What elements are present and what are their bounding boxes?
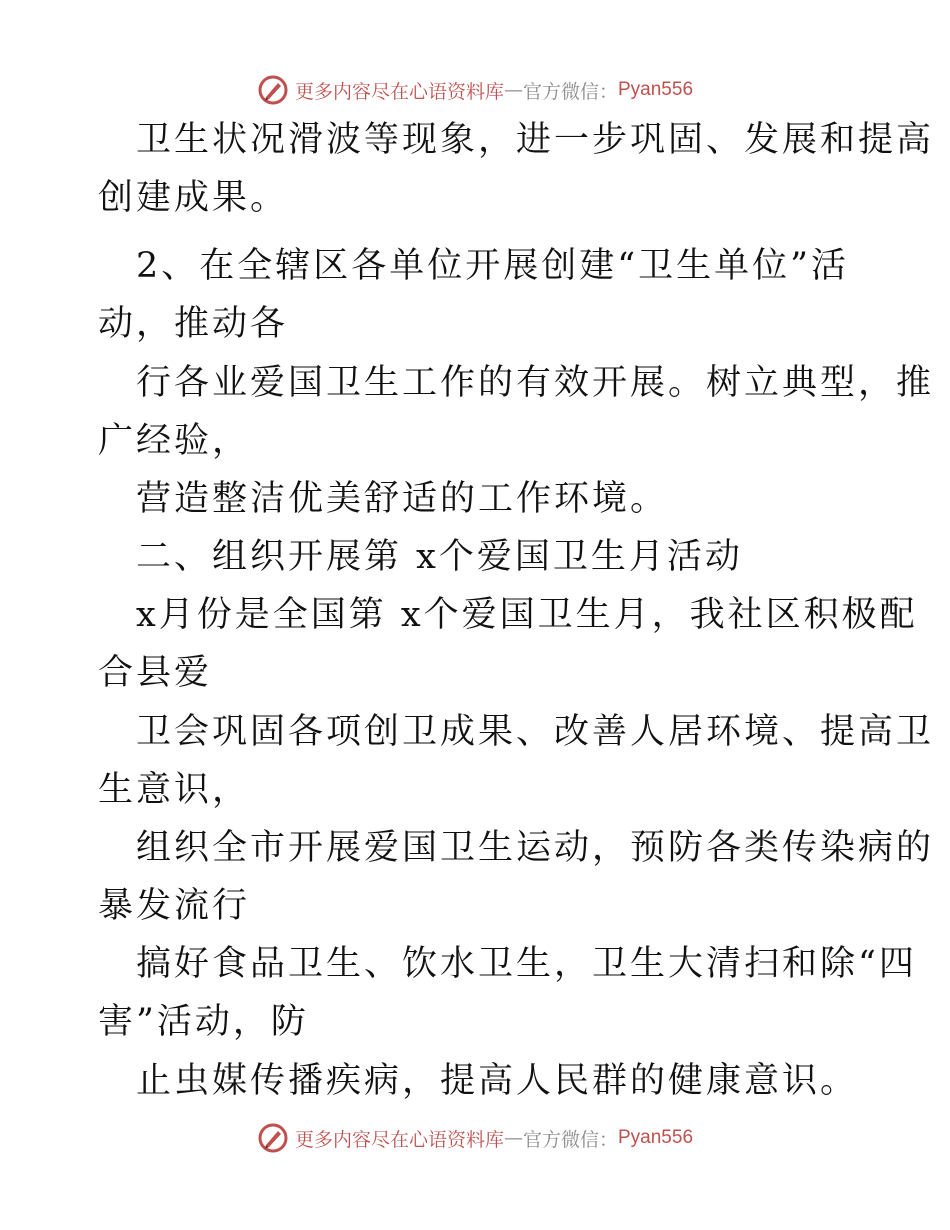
text-line: 卫生状况滑波等现象，进一步巩固、发展和提高 — [136, 120, 935, 160]
text-line: x月份是全国第 x个爱国卫生月，我社区积极配 — [136, 595, 918, 635]
text-line: 生意识， — [98, 770, 251, 810]
watermark-account: Pyan556 — [618, 1127, 694, 1148]
text-line: 二、组织开展第 x个爱国卫生月活动 — [136, 537, 743, 577]
header-watermark — [0, 70, 950, 110]
text-line: 动，推动各 — [98, 304, 289, 344]
text-line: 2、在全辖区各单位开展创建“卫生单位”活 — [136, 246, 850, 286]
footer-watermark — [0, 1118, 950, 1158]
watermark-text — [295, 1125, 693, 1152]
text-line: 行各业爱国卫生工作的有效开展。树立典型，推 — [136, 363, 935, 403]
text-line: 害”活动，防 — [98, 1002, 309, 1042]
text-line: 暴发流行 — [98, 886, 251, 926]
text-line: 营造整洁优美舒适的工作环境。 — [136, 479, 669, 519]
watermark-label: 官方微信： — [522, 1128, 618, 1151]
text-line: 搞好食品卫生、饮水卫生，卫生大清扫和除“四 — [136, 944, 917, 984]
watermark-separator: — — [503, 79, 523, 101]
text-line: 合县爱 — [98, 653, 213, 693]
text-line: 卫会巩固各项创卫成果、改善人居环境、提高卫 — [136, 712, 935, 752]
text-line: 止虫媒传播疾病，提高人民群的健康意识。 — [136, 1061, 859, 1101]
text-line: 组织全市开展爱国卫生运动，预防各类传染病的 — [136, 828, 935, 868]
watermark-separator: — — [503, 1127, 523, 1149]
watermark-account: Pyan556 — [618, 79, 694, 100]
pen-circle-logo-icon — [257, 74, 289, 106]
pen-circle-logo-icon — [257, 1122, 289, 1154]
watermark-label: 官方微信： — [522, 80, 618, 103]
watermark-text — [295, 77, 693, 104]
watermark-brand: 更多内容尽在心语资料库 — [294, 80, 504, 103]
text-line: 广经验， — [98, 421, 251, 461]
text-line: 创建成果。 — [98, 178, 289, 218]
watermark-brand: 更多内容尽在心语资料库 — [294, 1128, 504, 1151]
